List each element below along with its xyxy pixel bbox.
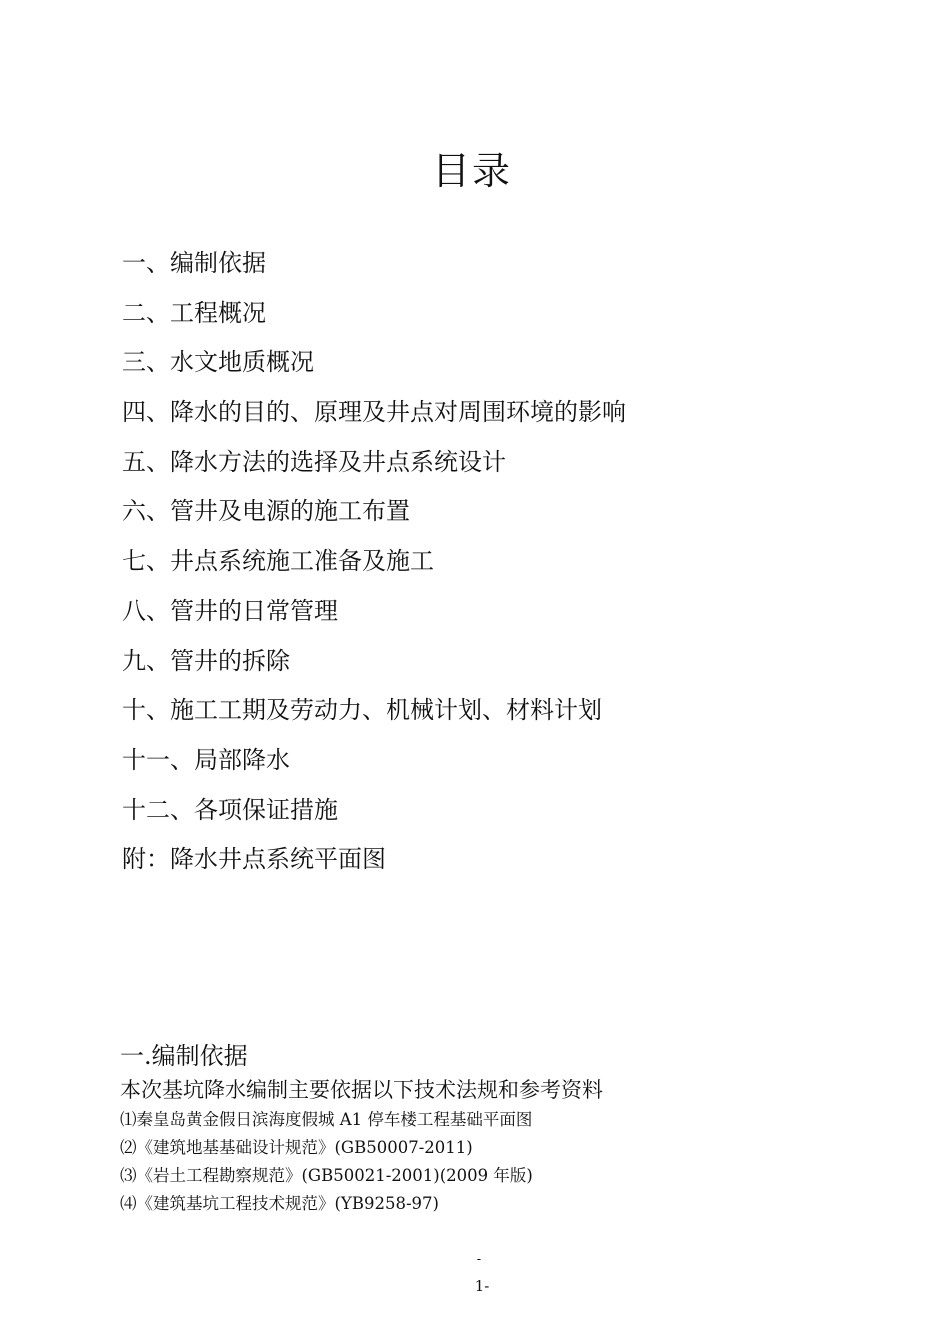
page-number: 1- xyxy=(474,1277,490,1295)
toc-item: 五、降水方法的选择及井点系统设计 xyxy=(122,447,506,476)
toc-item: 十、施工工期及劳动力、机械计划、材料计划 xyxy=(122,696,602,725)
section-compilation-basis xyxy=(120,1038,840,1218)
reference-item: ⑵《建筑地基基础设计规范》(GB50007-2011) xyxy=(120,1138,473,1157)
section-heading: 一.编制依据 xyxy=(120,1042,248,1070)
toc-item: 十一、局部降水 xyxy=(122,745,290,774)
toc-item: 七、井点系统施工准备及施工 xyxy=(122,547,434,576)
reference-item: ⑴秦皇岛黄金假日滨海度假城 A1 停车楼工程基础平面图 xyxy=(120,1110,533,1129)
reference-item: ⑶《岩土工程勘察规范》(GB50021-2001)(2009 年版) xyxy=(120,1166,533,1185)
toc-item: 八、管井的日常管理 xyxy=(122,596,338,625)
toc-item: 三、水文地质概况 xyxy=(122,348,314,377)
toc-item: 九、管井的拆除 xyxy=(122,646,290,675)
toc-title: 目录 xyxy=(431,149,512,193)
footer-dash: - xyxy=(476,1252,482,1267)
reference-list xyxy=(120,1106,840,1218)
toc-item: 六、管井及电源的施工布置 xyxy=(122,497,410,526)
toc-item: 附：降水井点系统平面图 xyxy=(122,845,386,874)
toc-list xyxy=(122,243,626,889)
reference-item: ⑷《建筑基坑工程技术规范》(YB9258-97) xyxy=(120,1194,439,1213)
toc-item: 二、工程概况 xyxy=(122,298,266,327)
section-intro: 本次基坑降水编制主要依据以下技术法规和参考资料 xyxy=(120,1078,603,1102)
toc-item: 四、降水的目的、原理及井点对周围环境的影响 xyxy=(122,398,626,427)
toc-item: 一、编制依据 xyxy=(122,249,266,277)
toc-item: 十二、各项保证措施 xyxy=(122,795,338,824)
